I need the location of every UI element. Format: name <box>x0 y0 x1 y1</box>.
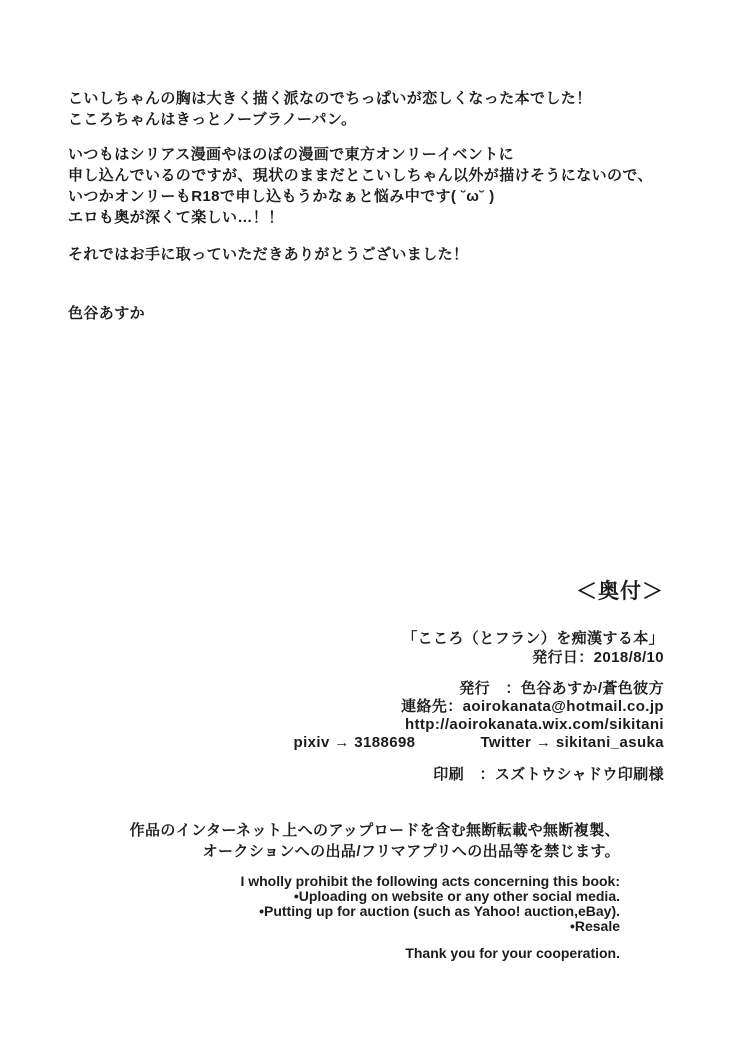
notice-jp-line: オークションへの出品/フリマアプリへの出品等を禁じます。 <box>202 843 620 860</box>
printer-line: 印刷 ：スズトウシャドウ印刷様 <box>433 766 664 783</box>
colophon-header: ＜奥付＞ <box>576 580 664 603</box>
notice-en-header: I wholly prohibit the following acts concerning this book: <box>240 873 620 889</box>
afterword-paragraph-3 <box>68 244 688 265</box>
afterword-paragraph-1 <box>68 88 688 130</box>
sns-line <box>294 734 664 752</box>
notice-jp-line: 作品のインターネット上へのアップロードを含む無断転載や無断複製、 <box>129 822 620 839</box>
colophon-block <box>294 580 664 784</box>
afterword-line: こころちゃんはきっとノーブラノーパン。 <box>68 111 357 128</box>
notice-en-item: •Putting up for auction (such as Yahoo! auction,eBay). <box>259 903 620 919</box>
afterword-paragraph-2 <box>68 144 688 228</box>
contact-line: 連絡先：aoirokanata@hotmail.co.jp <box>401 698 664 715</box>
publisher-line: 発行 ：色谷あすか/蒼色彼方 <box>459 680 664 697</box>
book-title: 「こころ（とフラン）を痴漢する本」 <box>402 630 664 647</box>
afterword-line: エロも奥が深くて楽しい…！！ <box>68 209 284 226</box>
afterword-text-block <box>68 88 688 324</box>
notice-en-item: •Resale <box>569 918 620 934</box>
prohibition-notice-en <box>130 874 620 934</box>
afterword-line: こいしちゃんの胸は大きく描く派なのでちっぱいが恋しくなった本でした！ <box>68 90 592 107</box>
prohibition-notice-jp <box>130 820 620 862</box>
afterword-line: いつもはシリアス漫画やほのぼの漫画で東方オンリーイベントに <box>68 146 515 163</box>
pixiv-id: pixiv → 3188698 <box>293 734 416 751</box>
cooperation-thanks-line: Thank you for your cooperation. <box>405 945 620 961</box>
publish-date: 発行日：2018/8/10 <box>532 649 664 666</box>
publisher-info-block <box>294 680 664 752</box>
author-signature: 色谷あすか <box>68 305 146 322</box>
twitter-id: Twitter → sikitani_asuka <box>480 734 664 751</box>
notice-en-item: •Uploading on website or any other social media. <box>293 888 620 904</box>
website-url: http://aoirokanata.wix.com/sikitani <box>404 716 664 733</box>
prohibition-notice-block <box>130 820 620 961</box>
afterword-line: 申し込んでいるのですが、現状のままだとこいしちゃん以外が描けそうにないので、 <box>68 167 653 184</box>
afterword-line: いつかオンリーもR18で申し込もうかなぁと悩み中です( ˘ω˘ ) <box>68 188 495 205</box>
afterword-thanks-line: それではお手に取っていただきありがとうございました！ <box>68 246 469 263</box>
